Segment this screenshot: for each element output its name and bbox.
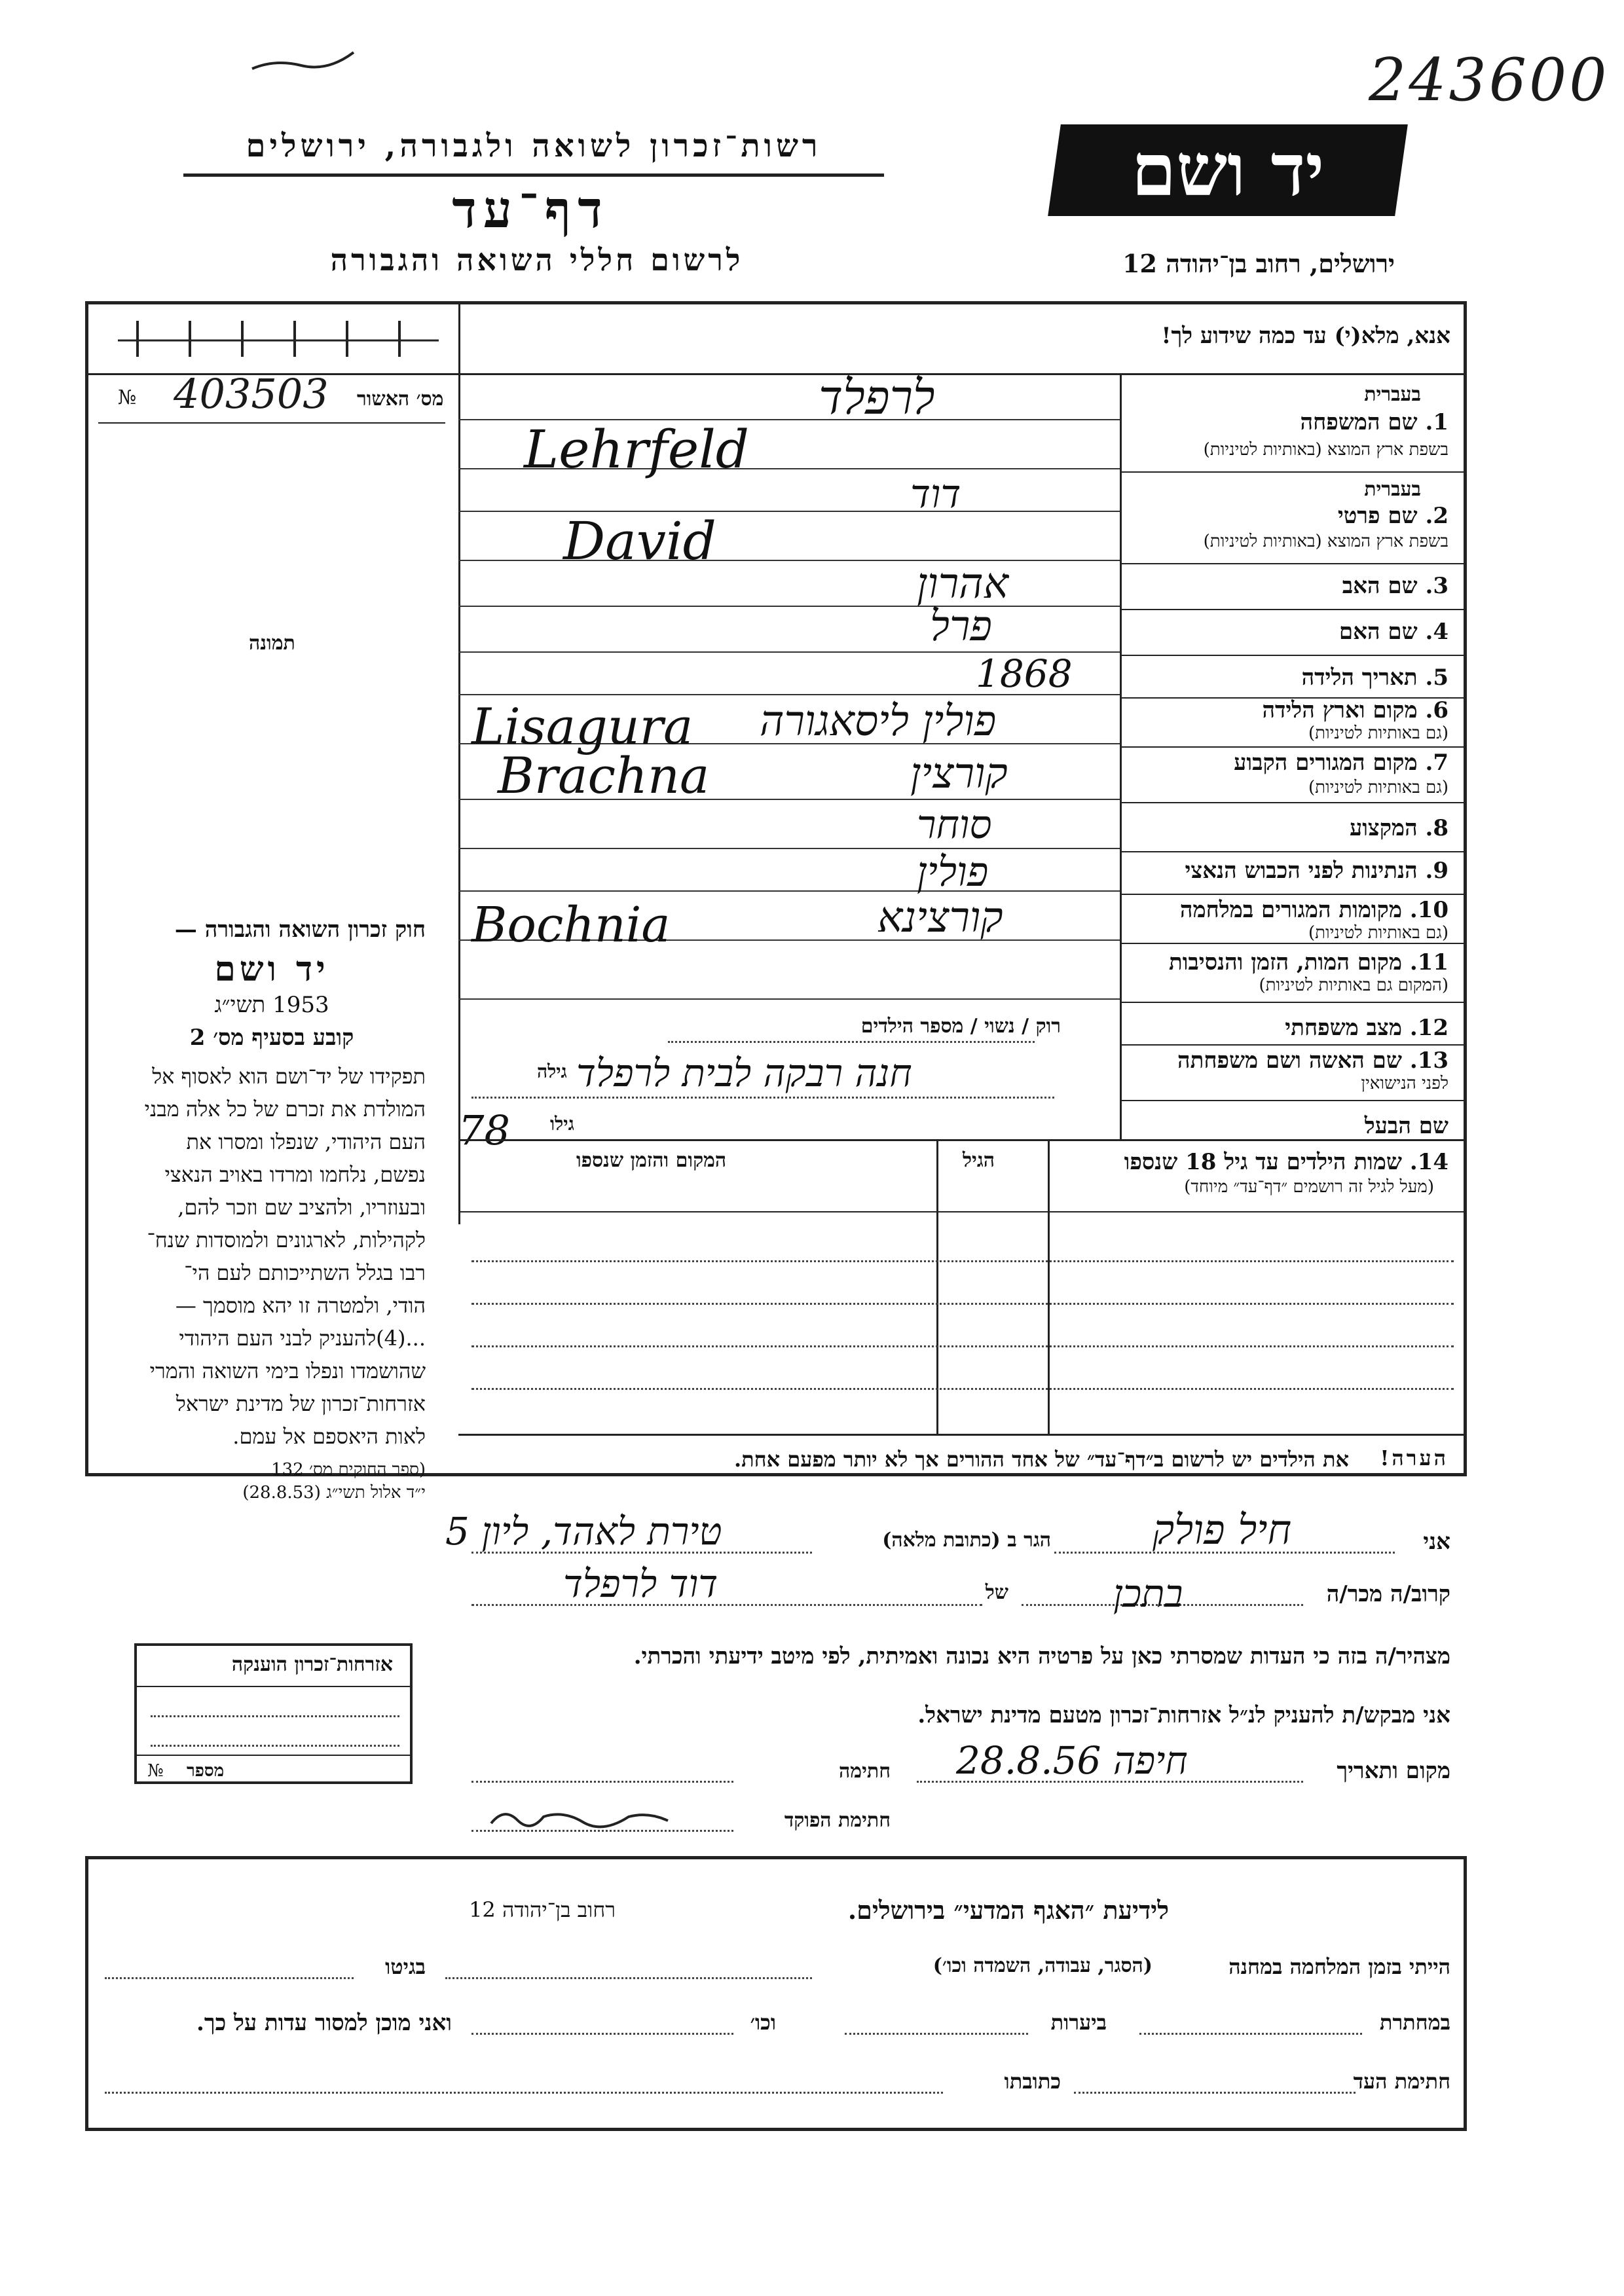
field-1-value-latin: Lehrfeld — [524, 419, 749, 480]
address-label: הגר ב (כתובת מלאה) — [882, 1529, 1051, 1552]
footer-line1-c: בגיטו — [385, 1954, 426, 1979]
note-label: הערה! — [1380, 1446, 1449, 1470]
husband-value: 78 — [458, 1106, 510, 1154]
field-13-label: 13. שם האשה ושם משפחתה — [1177, 1048, 1449, 1074]
of-value: דוד לרפלד — [563, 1561, 718, 1606]
of-label: של — [985, 1581, 1008, 1604]
officer-label: חתימת הפוקד — [784, 1809, 891, 1832]
law-line-4: נפשם, נלחמו ומרדו באויב הנאצי — [164, 1162, 426, 1187]
field-13-sub: לפני הנישואין — [1361, 1074, 1449, 1093]
authority-line: רשות־זכרון לשואה ולגבורה, ירושלים — [246, 128, 822, 164]
relation-label: קרוב/ה מכר/ה — [1326, 1581, 1450, 1607]
field-7-label: 7. מקום המגורים הקבוע — [1234, 750, 1449, 776]
children-sub: (מעל לגיל זה רושמים ״דף־עד״ מיוחד) — [1184, 1177, 1434, 1197]
footer-line3-a: חתימת העד — [1353, 2069, 1450, 2094]
law-line-10: שהושמדו ונפלו בימי השואה והמרי — [149, 1358, 426, 1383]
field-3-label: 3. שם האב — [1342, 573, 1449, 599]
tick-marks — [111, 314, 445, 360]
law-line-12: לאות היאספם אל עמם. — [232, 1424, 426, 1449]
law-name: יד ושם — [214, 949, 329, 989]
ani-label: אני — [1423, 1529, 1450, 1555]
field-11-label: 11. מקום המות, הזמן והנסיבות — [1168, 949, 1449, 975]
children-place-header: המקום והזמן שנספו — [576, 1149, 727, 1172]
law-line-3: העם היהודי, שנפלו ומסרו את — [186, 1129, 426, 1154]
address-value: טירת לאהד, ליון 5 — [445, 1509, 722, 1554]
law-line-8: הודי, ולמטרה זו יהא מוסמך — — [175, 1293, 426, 1318]
signature-label: חתימה — [839, 1760, 891, 1783]
declarant-name: חיל פולק — [1153, 1506, 1292, 1554]
declaration-text: מצהיר/ה בזה כי העדות שמסרתי כאן על פרטיה היא נכונה ואמיתית, לפי מיטב ידיעתי והכרתי. — [633, 1643, 1450, 1669]
field-6-sub: (גם באותיות לטיניות) — [1308, 723, 1449, 743]
note-row-top — [458, 1434, 1467, 1436]
footer-line3-b: כתובתו — [1004, 2069, 1061, 2094]
field-13-age-label: גילה — [537, 1061, 567, 1082]
field-7-sub: (גם באותיות לטיניות) — [1308, 778, 1449, 797]
label-column-divider — [1120, 373, 1122, 1139]
field-6-value-latin: Lisagura — [471, 697, 693, 756]
footer-line2-c: וכו׳ — [750, 2010, 776, 2035]
field-9-label: 9. הנתינות לפני הכבוש הנאצי — [1185, 858, 1449, 884]
law-line-5: ובעוזריו, ולהציב שם וזכר להם, — [177, 1195, 426, 1220]
field-8-value: סוחר — [917, 802, 992, 848]
yad-vashem-logo — [1048, 124, 1408, 216]
form-title: דף־עד — [452, 180, 609, 240]
law-ref-2: י״ד אלול תשי״ג (28.8.53) — [242, 1483, 426, 1503]
field-6-value-he: פולין ליסאגורה — [760, 697, 997, 746]
field-5-label: 5. תאריך הלידה — [1301, 665, 1449, 691]
field-8-label: 8. המקצוע — [1349, 815, 1449, 841]
field-2-sub: בשפת ארץ המוצא (באותיות לטיניות) — [1203, 532, 1449, 551]
form-subtitle: לרשום חללי השואה והגבורה — [330, 242, 744, 278]
law-line-11: אזרחות־זכרון של מדינת ישראל — [175, 1391, 426, 1416]
field-12-label: 12. מצב משפחתי — [1285, 1015, 1449, 1041]
footer-line2-d: ואני מוכן למסור עדות על כך. — [196, 2010, 452, 2036]
relation-value: בתכן — [1113, 1571, 1183, 1616]
field-11-sub: (המקום גם באותיות לטיניות) — [1259, 975, 1449, 995]
children-age-header: הגיל — [963, 1149, 995, 1172]
logo-text: יד ושם — [1131, 128, 1325, 212]
field-13-value: חנה רבקה לבית לרפלד — [576, 1051, 912, 1095]
husband-age-label: גילו — [550, 1113, 574, 1135]
citizenship-number-prefix: № — [147, 1761, 164, 1781]
field-4-value: פרל — [930, 602, 992, 651]
header-address: ירושלים, רחוב בן־יהודה 12 — [1122, 249, 1395, 278]
field-12-options: רוק / נשוי / מספר הילדים — [860, 1015, 1061, 1038]
husband-label: שם הבעל — [1364, 1113, 1449, 1139]
field-7-value-he: קורצין — [910, 750, 1008, 798]
form-intro: אנא, מלא(י) עד כמה שידוע לך! — [1161, 323, 1450, 349]
approval-label: מס׳ האשור — [357, 388, 444, 410]
law-line-7: רבו בגלל השתייכותם לעם הי־ — [184, 1260, 426, 1285]
law-ref-1: (ספר החוקים מס׳ 132 — [271, 1460, 426, 1480]
field-9-value: פולין — [917, 848, 989, 896]
approval-number: 403503 — [174, 370, 329, 418]
field-4-label: 4. שם האם — [1338, 619, 1449, 645]
officer-signature — [485, 1797, 681, 1836]
field-2-value-he: דוד — [910, 471, 961, 517]
hebrew-tag-1: בעברית — [1364, 383, 1421, 406]
footer-line1-b: (הסגר, עבודה, השמדה וכו׳) — [932, 1954, 1153, 1977]
authority-underline — [183, 173, 884, 177]
law-line-9: ...(4)להעניק לבני העם היהודי — [179, 1326, 426, 1351]
field-6-label: 6. מקום וארץ הלידה — [1262, 697, 1449, 723]
place-date-value: חיפה 28.8.56 — [956, 1738, 1188, 1783]
field-3-value: אהרון — [917, 560, 1009, 608]
request-text: אני מבקש/ת להעניק לנ״ל אזרחות־זכרון מטעם מדינת ישראל. — [917, 1702, 1450, 1728]
citizenship-title: אזרחות־זכרון הוענקה — [231, 1653, 393, 1676]
field-10-sub: (גם באותיות לטיניות) — [1308, 923, 1449, 943]
note-text: את הילדים יש לרשום ב״דף־עד״ של אחד ההורים אך לא יותר מפעם אחת. — [733, 1447, 1349, 1472]
law-line-6: לקהילות, לארגונים ולמוסדות שנח־ — [147, 1228, 426, 1252]
footer-line2-a: במחתרת — [1379, 2010, 1450, 2035]
law-year: 1953 תשי״ג — [214, 992, 329, 1018]
field-2-label: 2. שם פרטי — [1337, 503, 1449, 529]
field-5-value: 1868 — [976, 651, 1073, 696]
archive-number: 243600 — [1369, 46, 1610, 115]
field-10-value-he: קורצינא — [877, 894, 1003, 942]
law-section: קובע בסעיף מס׳ 2 — [189, 1025, 354, 1051]
scribble-mark — [249, 46, 360, 79]
children-table-top — [458, 1139, 1467, 1141]
field-10-label: 10. מקומות המגורים במלחמה — [1179, 897, 1449, 923]
photo-label: תמונה — [249, 632, 295, 655]
footer-line2-b: ביערות — [1050, 2010, 1107, 2035]
hebrew-tag-2: בעברית — [1364, 478, 1421, 501]
citizenship-number-label: מספר — [187, 1761, 225, 1781]
children-label: 14. שמות הילדים עד גיל 18 שנספו — [1124, 1149, 1449, 1175]
field-1-value-he: לרפלד — [819, 370, 935, 425]
footer-line1-a: הייתי בזמן המלחמה במחנה — [1228, 1954, 1450, 1979]
field-10-value-latin: Bochnia — [471, 897, 671, 953]
place-date-label: מקום ותאריך — [1337, 1758, 1450, 1784]
approval-prefix: № — [118, 386, 137, 409]
field-2-value-latin: David — [563, 511, 716, 572]
field-1-label: 1. שם המשפחה — [1300, 409, 1449, 435]
law-title: חוק זכרון השואה והגבורה — — [174, 917, 426, 943]
footer-title: לידיעת ״האגף המדעי״ בירושלים. — [847, 1895, 1169, 1925]
field-1-sub: בשפת ארץ המוצא (באותיות לטיניות) — [1203, 440, 1449, 460]
footer-address: רחוב בן־יהודה 12 — [469, 1897, 616, 1922]
footer-frame — [85, 1856, 1467, 2131]
law-line-2: המולדת את זכרם של כל אלה מבני — [144, 1097, 426, 1121]
field-7-value-latin: Brachna — [498, 746, 710, 805]
law-line-1: תפקידו של יד־ושם הוא לאסוף אל — [152, 1064, 426, 1089]
